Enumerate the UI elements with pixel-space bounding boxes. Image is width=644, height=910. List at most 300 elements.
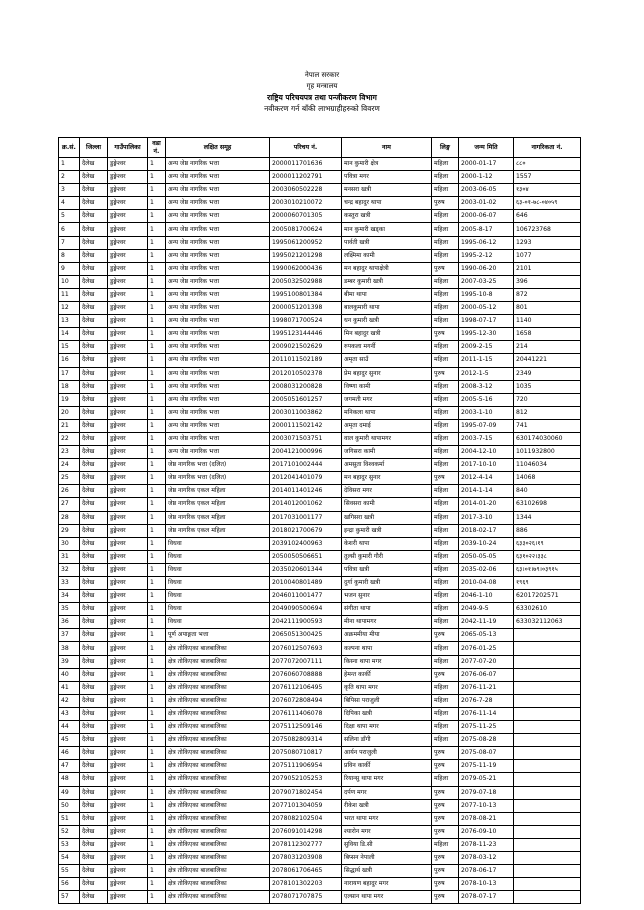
- cell-serial: 32: [59, 563, 80, 576]
- cell-birth-date: 2011-1-15: [459, 354, 514, 367]
- cell-serial: 25: [59, 472, 80, 485]
- cell-name: कृति थापा मगर: [342, 681, 432, 694]
- cell-target-group: क्षेत्र तोकिएका बालबालिका: [166, 681, 270, 694]
- cell-municipality: डुङ्गेश्वर: [108, 590, 148, 603]
- cell-id-number: 2008031200828: [270, 380, 342, 393]
- cell-serial: 21: [59, 419, 80, 432]
- cell-gender: महिला: [432, 393, 459, 406]
- cell-citizenship-number: 872: [514, 288, 581, 301]
- cell-citizenship-number: 396: [514, 275, 581, 288]
- cell-citizenship-number: ६३-०१-७८-०४०५९: [514, 197, 581, 210]
- cell-serial: 22: [59, 432, 80, 445]
- cell-id-number: 2000051201398: [270, 302, 342, 315]
- cell-municipality: डुङ्गेश्वर: [108, 799, 148, 812]
- cell-gender: महिला: [432, 210, 459, 223]
- cell-name: खगिसरा खत्री: [342, 511, 432, 524]
- cell-target-group: क्षेत्र तोकिएका बालबालिका: [166, 707, 270, 720]
- cell-district: दैलेख: [80, 288, 108, 301]
- cell-id-number: 2076112106495: [270, 681, 342, 694]
- table-row: [59, 380, 581, 393]
- table-row: [59, 747, 581, 760]
- cell-municipality: डुङ्गेश्वर: [108, 210, 148, 223]
- cell-district: दैलेख: [80, 511, 108, 524]
- cell-id-number: 2078071707875: [270, 891, 342, 904]
- cell-name: मान कुमारी क्षेत्र: [342, 158, 432, 171]
- cell-id-number: 2005051601257: [270, 393, 342, 406]
- cell-gender: महिला: [432, 590, 459, 603]
- cell-district: दैलेख: [80, 550, 108, 563]
- cell-citizenship-number: [514, 747, 581, 760]
- cell-district: दैलेख: [80, 668, 108, 681]
- cell-gender: पुरुष: [432, 812, 459, 825]
- cell-gender: महिला: [432, 485, 459, 498]
- cell-district: दैलेख: [80, 629, 108, 642]
- cell-birth-date: 2078-03-12: [459, 851, 514, 864]
- cell-serial: 23: [59, 446, 80, 459]
- cell-name: सिद्धार्थ खत्री: [342, 865, 432, 878]
- cell-id-number: 2076060708888: [270, 668, 342, 681]
- cell-serial: 4: [59, 197, 80, 210]
- cell-target-group: अन्य जेष्ठ नागरिक भत्ता: [166, 158, 270, 171]
- cell-municipality: डुङ्गेश्वर: [108, 524, 148, 537]
- table-body: [59, 158, 581, 904]
- cell-municipality: डुङ्गेश्वर: [108, 236, 148, 249]
- table-row: [59, 275, 581, 288]
- cell-district: दैलेख: [80, 838, 108, 851]
- table-row: [59, 799, 581, 812]
- cell-name: दुर्गा कुमारी खत्री: [342, 577, 432, 590]
- cell-citizenship-number: 1293: [514, 236, 581, 249]
- cell-district: दैलेख: [80, 432, 108, 445]
- cell-ward: 1: [148, 891, 166, 904]
- cell-citizenship-number: [514, 838, 581, 851]
- cell-birth-date: 2075-08-28: [459, 734, 514, 747]
- cell-municipality: डुङ्गेश्वर: [108, 773, 148, 786]
- cell-birth-date: 2004-12-10: [459, 446, 514, 459]
- cell-municipality: डुङ्गेश्वर: [108, 498, 148, 511]
- cell-target-group: अन्य जेष्ठ नागरिक भत्ता: [166, 302, 270, 315]
- cell-target-group: अन्य जेष्ठ नागरिक भत्ता: [166, 236, 270, 249]
- cell-ward: 1: [148, 563, 166, 576]
- table-row: [59, 681, 581, 694]
- cell-birth-date: 2000-06-07: [459, 210, 514, 223]
- cell-district: दैलेख: [80, 328, 108, 341]
- table-row: [59, 616, 581, 629]
- cell-municipality: डुङ्गेश्वर: [108, 655, 148, 668]
- cell-target-group: अन्य जेष्ठ नागरिक भत्ता: [166, 406, 270, 419]
- cell-gender: महिला: [432, 158, 459, 171]
- cell-gender: महिला: [432, 721, 459, 734]
- cell-target-group: विधवा: [166, 537, 270, 550]
- cell-target-group: क्षेत्र तोकिएका बालबालिका: [166, 642, 270, 655]
- cell-municipality: डुङ्गेश्वर: [108, 825, 148, 838]
- table-row: [59, 891, 581, 904]
- cell-district: दैलेख: [80, 380, 108, 393]
- cell-gender: महिला: [432, 537, 459, 550]
- cell-ward: 1: [148, 197, 166, 210]
- cell-gender: महिला: [432, 249, 459, 262]
- cell-gender: महिला: [432, 707, 459, 720]
- cell-birth-date: 2075-08-07: [459, 747, 514, 760]
- cell-ward: 1: [148, 485, 166, 498]
- cell-name: मिन बहादुर खत्री: [342, 328, 432, 341]
- cell-ward: 1: [148, 838, 166, 851]
- cell-gender: महिला: [432, 655, 459, 668]
- cell-id-number: 1998071700524: [270, 315, 342, 328]
- cell-id-number: 2014012001062: [270, 498, 342, 511]
- cell-citizenship-number: 1011932800: [514, 446, 581, 459]
- table-header-row: [59, 138, 581, 158]
- cell-name: रीकेश खत्री: [342, 799, 432, 812]
- cell-citizenship-number: 840: [514, 485, 581, 498]
- table-row: [59, 838, 581, 851]
- cell-citizenship-number: [514, 655, 581, 668]
- cell-ward: 1: [148, 472, 166, 485]
- cell-citizenship-number: 630174030060: [514, 432, 581, 445]
- cell-district: दैलेख: [80, 446, 108, 459]
- cell-birth-date: 2005-5-16: [459, 393, 514, 406]
- cell-serial: 18: [59, 380, 80, 393]
- cell-serial: 6: [59, 223, 80, 236]
- cell-municipality: डुङ्गेश्वर: [108, 419, 148, 432]
- cell-ward: 1: [148, 878, 166, 891]
- cell-birth-date: 2003-06-05: [459, 184, 514, 197]
- cell-name: मन बहादुर सुनार: [342, 472, 432, 485]
- cell-target-group: अन्य जेष्ठ नागरिक भत्ता: [166, 328, 270, 341]
- cell-birth-date: 2076-7-28: [459, 694, 514, 707]
- cell-citizenship-number: [514, 773, 581, 786]
- cell-serial: 30: [59, 537, 80, 550]
- cell-gender: महिला: [432, 275, 459, 288]
- cell-gender: महिला: [432, 354, 459, 367]
- cell-ward: 1: [148, 354, 166, 367]
- cell-target-group: अन्य जेष्ठ नागरिक भत्ता: [166, 393, 270, 406]
- cell-serial: 15: [59, 341, 80, 354]
- table-row: [59, 694, 581, 707]
- cell-id-number: 2005032502988: [270, 275, 342, 288]
- cell-target-group: अन्य जेष्ठ नागरिक भत्ता: [166, 432, 270, 445]
- table-row: [59, 498, 581, 511]
- cell-ward: 1: [148, 655, 166, 668]
- cell-serial: 45: [59, 734, 80, 747]
- cell-gender: महिला: [432, 694, 459, 707]
- cell-target-group: क्षेत्र तोकिएका बालबालिका: [166, 825, 270, 838]
- table-row: [59, 328, 581, 341]
- cell-id-number: 2012010502378: [270, 367, 342, 380]
- cell-target-group: जेष्ठ नागरिक एकल महिला: [166, 524, 270, 537]
- cell-serial: 56: [59, 878, 80, 891]
- cell-gender: महिला: [432, 432, 459, 445]
- cell-id-number: 2000011202791: [270, 171, 342, 184]
- cell-ward: 1: [148, 812, 166, 825]
- cell-birth-date: 2003-1-10: [459, 406, 514, 419]
- cell-municipality: डुङ्गेश्वर: [108, 275, 148, 288]
- cell-ward: 1: [148, 184, 166, 197]
- cell-municipality: डुङ्गेश्वर: [108, 288, 148, 301]
- table-row: [59, 786, 581, 799]
- cell-gender: पुरुष: [432, 668, 459, 681]
- cell-target-group: जेष्ठ नागरिक एकल महिला: [166, 485, 270, 498]
- cell-citizenship-number: [514, 799, 581, 812]
- cell-id-number: 2050050506651: [270, 550, 342, 563]
- cell-district: दैलेख: [80, 773, 108, 786]
- table-row: [59, 629, 581, 642]
- cell-municipality: डुङ्गेश्वर: [108, 865, 148, 878]
- cell-target-group: अन्य जेष्ठ नागरिक भत्ता: [166, 354, 270, 367]
- col-header-citizenship-number: नागरिकता नं.: [514, 138, 581, 158]
- cell-id-number: 1995061200952: [270, 236, 342, 249]
- cell-gender: पुरुष: [432, 367, 459, 380]
- cell-citizenship-number: [514, 825, 581, 838]
- cell-gender: महिला: [432, 838, 459, 851]
- cell-serial: 20: [59, 406, 80, 419]
- cell-target-group: अन्य जेष्ठ नागरिक भत्ता: [166, 367, 270, 380]
- cell-municipality: डुङ्गेश्वर: [108, 563, 148, 576]
- cell-ward: 1: [148, 367, 166, 380]
- cell-municipality: डुङ्गेश्वर: [108, 786, 148, 799]
- cell-serial: 39: [59, 655, 80, 668]
- cell-id-number: 2012041401079: [270, 472, 342, 485]
- cell-birth-date: 2000-1-12: [459, 171, 514, 184]
- cell-target-group: क्षेत्र तोकिएका बालबालिका: [166, 734, 270, 747]
- cell-citizenship-number: [514, 681, 581, 694]
- cell-id-number: 2005081700624: [270, 223, 342, 236]
- cell-district: दैलेख: [80, 485, 108, 498]
- cell-citizenship-number: 633032112063: [514, 616, 581, 629]
- government-title: नेपाल सरकार: [304, 71, 340, 79]
- cell-ward: 1: [148, 223, 166, 236]
- table-row: [59, 315, 581, 328]
- cell-ward: 1: [148, 158, 166, 171]
- cell-citizenship-number: १९६९: [514, 577, 581, 590]
- cell-birth-date: 2018-02-17: [459, 524, 514, 537]
- table-row: [59, 419, 581, 432]
- cell-gender: पुरुष: [432, 851, 459, 864]
- cell-target-group: क्षेत्र तोकिएका बालबालिका: [166, 721, 270, 734]
- cell-municipality: डुङ्गेश्वर: [108, 721, 148, 734]
- cell-citizenship-number: 646: [514, 210, 581, 223]
- cell-gender: महिला: [432, 341, 459, 354]
- cell-id-number: 2049090500694: [270, 603, 342, 616]
- cell-citizenship-number: ६३१०२२।३३८: [514, 550, 581, 563]
- cell-id-number: 2046011001477: [270, 590, 342, 603]
- cell-ward: 1: [148, 603, 166, 616]
- cell-birth-date: 2017-10-10: [459, 459, 514, 472]
- cell-birth-date: 2078-08-21: [459, 812, 514, 825]
- cell-municipality: डुङ्गेश्वर: [108, 577, 148, 590]
- cell-birth-date: 2076-11-21: [459, 681, 514, 694]
- cell-id-number: 2000111502142: [270, 419, 342, 432]
- cell-gender: पुरुष: [432, 197, 459, 210]
- cell-birth-date: 2014-1-14: [459, 485, 514, 498]
- cell-ward: 1: [148, 328, 166, 341]
- cell-serial: 38: [59, 642, 80, 655]
- cell-birth-date: 2042-11-19: [459, 616, 514, 629]
- cell-target-group: क्षेत्र तोकिएका बालबालिका: [166, 786, 270, 799]
- cell-municipality: डुङ्गेश्वर: [108, 668, 148, 681]
- cell-district: दैलेख: [80, 616, 108, 629]
- cell-birth-date: 2076-09-10: [459, 825, 514, 838]
- cell-birth-date: 1995-10-8: [459, 288, 514, 301]
- cell-municipality: डुङ्गेश्वर: [108, 642, 148, 655]
- cell-district: दैलेख: [80, 341, 108, 354]
- cell-municipality: डुङ्गेश्वर: [108, 734, 148, 747]
- cell-target-group: पूर्ण अपाङ्गता भत्ता: [166, 629, 270, 642]
- cell-name: वाल कुमारी थापामगर: [342, 432, 432, 445]
- cell-municipality: डुङ्गेश्वर: [108, 341, 148, 354]
- cell-name: श्यारोन मगर: [342, 825, 432, 838]
- cell-citizenship-number: 1077: [514, 249, 581, 262]
- cell-ward: 1: [148, 341, 166, 354]
- cell-birth-date: 2012-4-14: [459, 472, 514, 485]
- cell-id-number: 2079071802454: [270, 786, 342, 799]
- table-row: [59, 590, 581, 603]
- cell-gender: पुरुष: [432, 629, 459, 642]
- cell-id-number: 2035020601344: [270, 563, 342, 576]
- cell-district: दैलेख: [80, 734, 108, 747]
- cell-name: विष्णा कामी: [342, 380, 432, 393]
- cell-gender: महिला: [432, 511, 459, 524]
- cell-citizenship-number: 720: [514, 393, 581, 406]
- cell-citizenship-number: १३०४: [514, 184, 581, 197]
- cell-serial: 42: [59, 694, 80, 707]
- cell-serial: 48: [59, 773, 80, 786]
- cell-name: सलिना डाँगी: [342, 734, 432, 747]
- cell-municipality: डुङ्गेश्वर: [108, 537, 148, 550]
- cell-municipality: डुङ्गेश्वर: [108, 485, 148, 498]
- table-row: [59, 446, 581, 459]
- cell-serial: 13: [59, 315, 80, 328]
- cell-target-group: जेष्ठ नागरिक भत्ता (दलित): [166, 459, 270, 472]
- cell-birth-date: 2078-11-23: [459, 838, 514, 851]
- cell-id-number: 2004121000996: [270, 446, 342, 459]
- cell-municipality: डुङ्गेश्वर: [108, 406, 148, 419]
- cell-municipality: डुङ्गेश्वर: [108, 262, 148, 275]
- col-header-birth-date: जन्म मिति: [459, 138, 514, 158]
- cell-ward: 1: [148, 288, 166, 301]
- cell-serial: 1: [59, 158, 80, 171]
- cell-citizenship-number: ६३।०१।७९।०३९१५: [514, 563, 581, 576]
- cell-gender: महिला: [432, 171, 459, 184]
- cell-municipality: डुङ्गेश्वर: [108, 302, 148, 315]
- cell-name: दर्पण मगर: [342, 786, 432, 799]
- cell-birth-date: 2008-3-12: [459, 380, 514, 393]
- cell-ward: 1: [148, 629, 166, 642]
- cell-id-number: 2078101302203: [270, 878, 342, 891]
- cell-district: दैलेख: [80, 158, 108, 171]
- cell-ward: 1: [148, 760, 166, 773]
- cell-id-number: 2003071503751: [270, 432, 342, 445]
- cell-district: दैलेख: [80, 577, 108, 590]
- cell-target-group: अन्य जेष्ठ नागरिक भत्ता: [166, 288, 270, 301]
- table-row: [59, 367, 581, 380]
- cell-birth-date: 2077-07-20: [459, 655, 514, 668]
- cell-district: दैलेख: [80, 472, 108, 485]
- cell-district: दैलेख: [80, 537, 108, 550]
- cell-citizenship-number: 106723768: [514, 223, 581, 236]
- cell-ward: 1: [148, 406, 166, 419]
- cell-birth-date: 1990-06-20: [459, 262, 514, 275]
- col-header-serial: क्र.सं.: [59, 138, 80, 158]
- cell-name: रियान्सु थापा मगर: [342, 773, 432, 786]
- cell-target-group: क्षेत्र तोकिएका बालबालिका: [166, 812, 270, 825]
- cell-municipality: डुङ्गेश्वर: [108, 694, 148, 707]
- cell-citizenship-number: [514, 878, 581, 891]
- cell-ward: 1: [148, 681, 166, 694]
- cell-target-group: अन्य जेष्ठ नागरिक भत्ता: [166, 184, 270, 197]
- cell-name: नारायण बहादुर मगर: [342, 878, 432, 891]
- cell-ward: 1: [148, 249, 166, 262]
- cell-gender: महिला: [432, 681, 459, 694]
- cell-citizenship-number: 2101: [514, 262, 581, 275]
- cell-birth-date: 2007-03-25: [459, 275, 514, 288]
- cell-ward: 1: [148, 524, 166, 537]
- table-row: [59, 537, 581, 550]
- cell-municipality: डुङ्गेश्वर: [108, 249, 148, 262]
- cell-name: संगीता थापा: [342, 603, 432, 616]
- cell-birth-date: 2003-01-02: [459, 197, 514, 210]
- cell-serial: 51: [59, 812, 80, 825]
- cell-serial: 3: [59, 184, 80, 197]
- cell-serial: 41: [59, 681, 80, 694]
- cell-gender: महिला: [432, 236, 459, 249]
- cell-birth-date: 2078-10-13: [459, 878, 514, 891]
- cell-district: दैलेख: [80, 603, 108, 616]
- cell-citizenship-number: [514, 812, 581, 825]
- cell-id-number: 2077101304059: [270, 799, 342, 812]
- cell-target-group: विधवा: [166, 550, 270, 563]
- cell-id-number: 2079052105253: [270, 773, 342, 786]
- cell-municipality: डुङ्गेश्वर: [108, 184, 148, 197]
- cell-name: लक्ष्मिमा कामी: [342, 249, 432, 262]
- table-row: [59, 302, 581, 315]
- cell-ward: 1: [148, 577, 166, 590]
- cell-district: दैलेख: [80, 315, 108, 328]
- cell-name: मनिकला थापा: [342, 406, 432, 419]
- cell-id-number: 2003010210072: [270, 197, 342, 210]
- cell-target-group: अन्य जेष्ठ नागरिक भत्ता: [166, 341, 270, 354]
- table-row: [59, 406, 581, 419]
- cell-ward: 1: [148, 550, 166, 563]
- cell-id-number: 2076091014298: [270, 825, 342, 838]
- table-row: [59, 341, 581, 354]
- cell-serial: 47: [59, 760, 80, 773]
- cell-citizenship-number: 214: [514, 341, 581, 354]
- cell-id-number: 2018021700679: [270, 524, 342, 537]
- cell-target-group: जेष्ठ नागरिक भत्ता (दलित): [166, 472, 270, 485]
- cell-gender: पुरुष: [432, 799, 459, 812]
- cell-municipality: डुङ्गेश्वर: [108, 393, 148, 406]
- cell-id-number: 2075112509146: [270, 721, 342, 734]
- cell-district: दैलेख: [80, 851, 108, 864]
- cell-birth-date: 2065-05-13: [459, 629, 514, 642]
- cell-birth-date: 1995-06-12: [459, 236, 514, 249]
- cell-birth-date: 2079-05-21: [459, 773, 514, 786]
- table-row: [59, 865, 581, 878]
- cell-citizenship-number: 20441221: [514, 354, 581, 367]
- cell-birth-date: 2049-9-5: [459, 603, 514, 616]
- cell-birth-date: 2046-1-10: [459, 590, 514, 603]
- cell-name: अमृता साउँ: [342, 354, 432, 367]
- cell-serial: 24: [59, 459, 80, 472]
- cell-birth-date: 2078-07-17: [459, 891, 514, 904]
- cell-target-group: क्षेत्र तोकिएका बालबालिका: [166, 655, 270, 668]
- cell-serial: 43: [59, 707, 80, 720]
- cell-citizenship-number: [514, 721, 581, 734]
- cell-name: रुपकला मगर्नी: [342, 341, 432, 354]
- cell-district: दैलेख: [80, 459, 108, 472]
- cell-birth-date: 2075-11-19: [459, 760, 514, 773]
